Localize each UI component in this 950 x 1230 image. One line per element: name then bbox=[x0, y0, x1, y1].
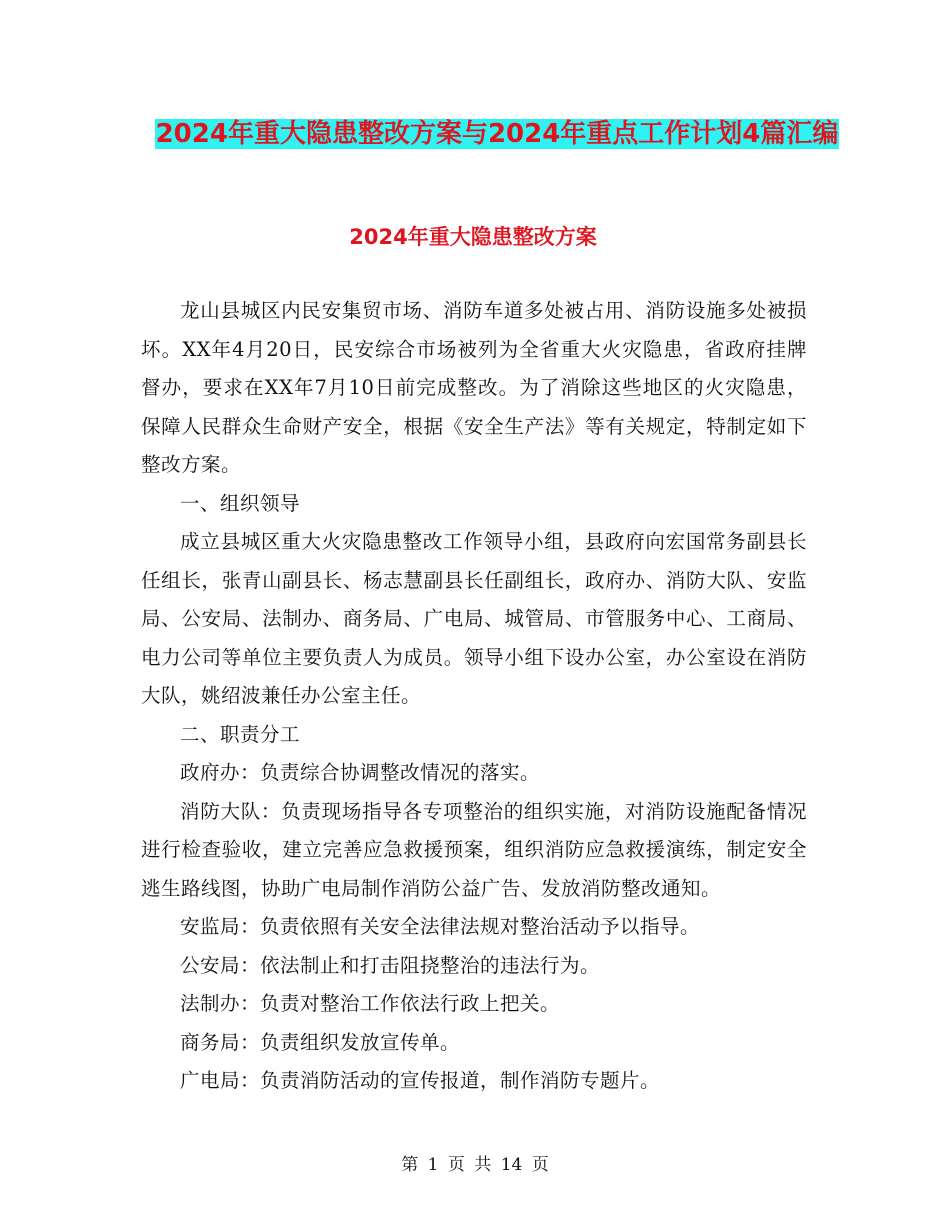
document-body bbox=[141, 292, 807, 1101]
organization-paragraph: 成立县城区重大火灾隐患整改工作领导小组，县政府向宏国常务副县长任组长，张青山副县长、杨志慧副县长任副组长，政府办、消防大队、安监局、公安局、法制办、商务局、广电局、城管局、市管服务中心、工商局、电力公司等单位主要负责人为成员。领导小组下设办公室，办公室设在消防大队，姚绍波兼任办公室主任。 bbox=[141, 530, 807, 707]
duty-public-security: 公安局：依法制止和打击阻挠整治的违法行为。 bbox=[180, 953, 601, 977]
section-title: 2024年重大隐患整改方案 bbox=[349, 225, 597, 249]
heading-responsibilities: 二、职责分工 bbox=[180, 722, 301, 746]
duty-commerce-bureau: 商务局：负责组织发放宣传单。 bbox=[180, 1030, 461, 1054]
heading-organization: 一、组织领导 bbox=[180, 491, 301, 515]
duty-safety-bureau: 安监局：负责依照有关安全法律法规对整治活动予以指导。 bbox=[180, 915, 701, 938]
intro-paragraph: 龙山县城区内民安集贸市场、消防车道多处被占用、消防设施多处被损坏。XX年4月20日，民安综合市场被列为全省重大火灾隐患，省政府挂牌督办，要求在XX年7月10日前完成整改。为了消除这些地区的火灾隐患，保障人民群众生命财产安全，根据《安全生产法》等有关规定，特制定如下整改方案。 bbox=[141, 299, 807, 476]
document-title-text: 2024年重大隐患整改方案与2024年重点工作计划4篇汇编 bbox=[155, 119, 839, 149]
duty-government-office: 政府办：负责综合协调整改情况的落实。 bbox=[180, 761, 541, 784]
document-title bbox=[140, 112, 854, 157]
duty-broadcast-bureau: 广电局：负责消防活动的宣传报道，制作消防专题片。 bbox=[180, 1069, 661, 1092]
page-number-footer: 第 1 页 共 14 页 bbox=[401, 1155, 549, 1175]
duty-legal-office: 法制办：负责对整治工作依法行政上把关。 bbox=[180, 992, 561, 1015]
duty-fire-brigade: 消防大队：负责现场指导各专项整治的组织实施，对消防设施配备情况进行检查验收，建立完善应急救援预案，组织消防应急救援演练，制定安全逃生路线图，协助广电局制作消防公益广告、发放消防整改通知。 bbox=[141, 799, 807, 900]
